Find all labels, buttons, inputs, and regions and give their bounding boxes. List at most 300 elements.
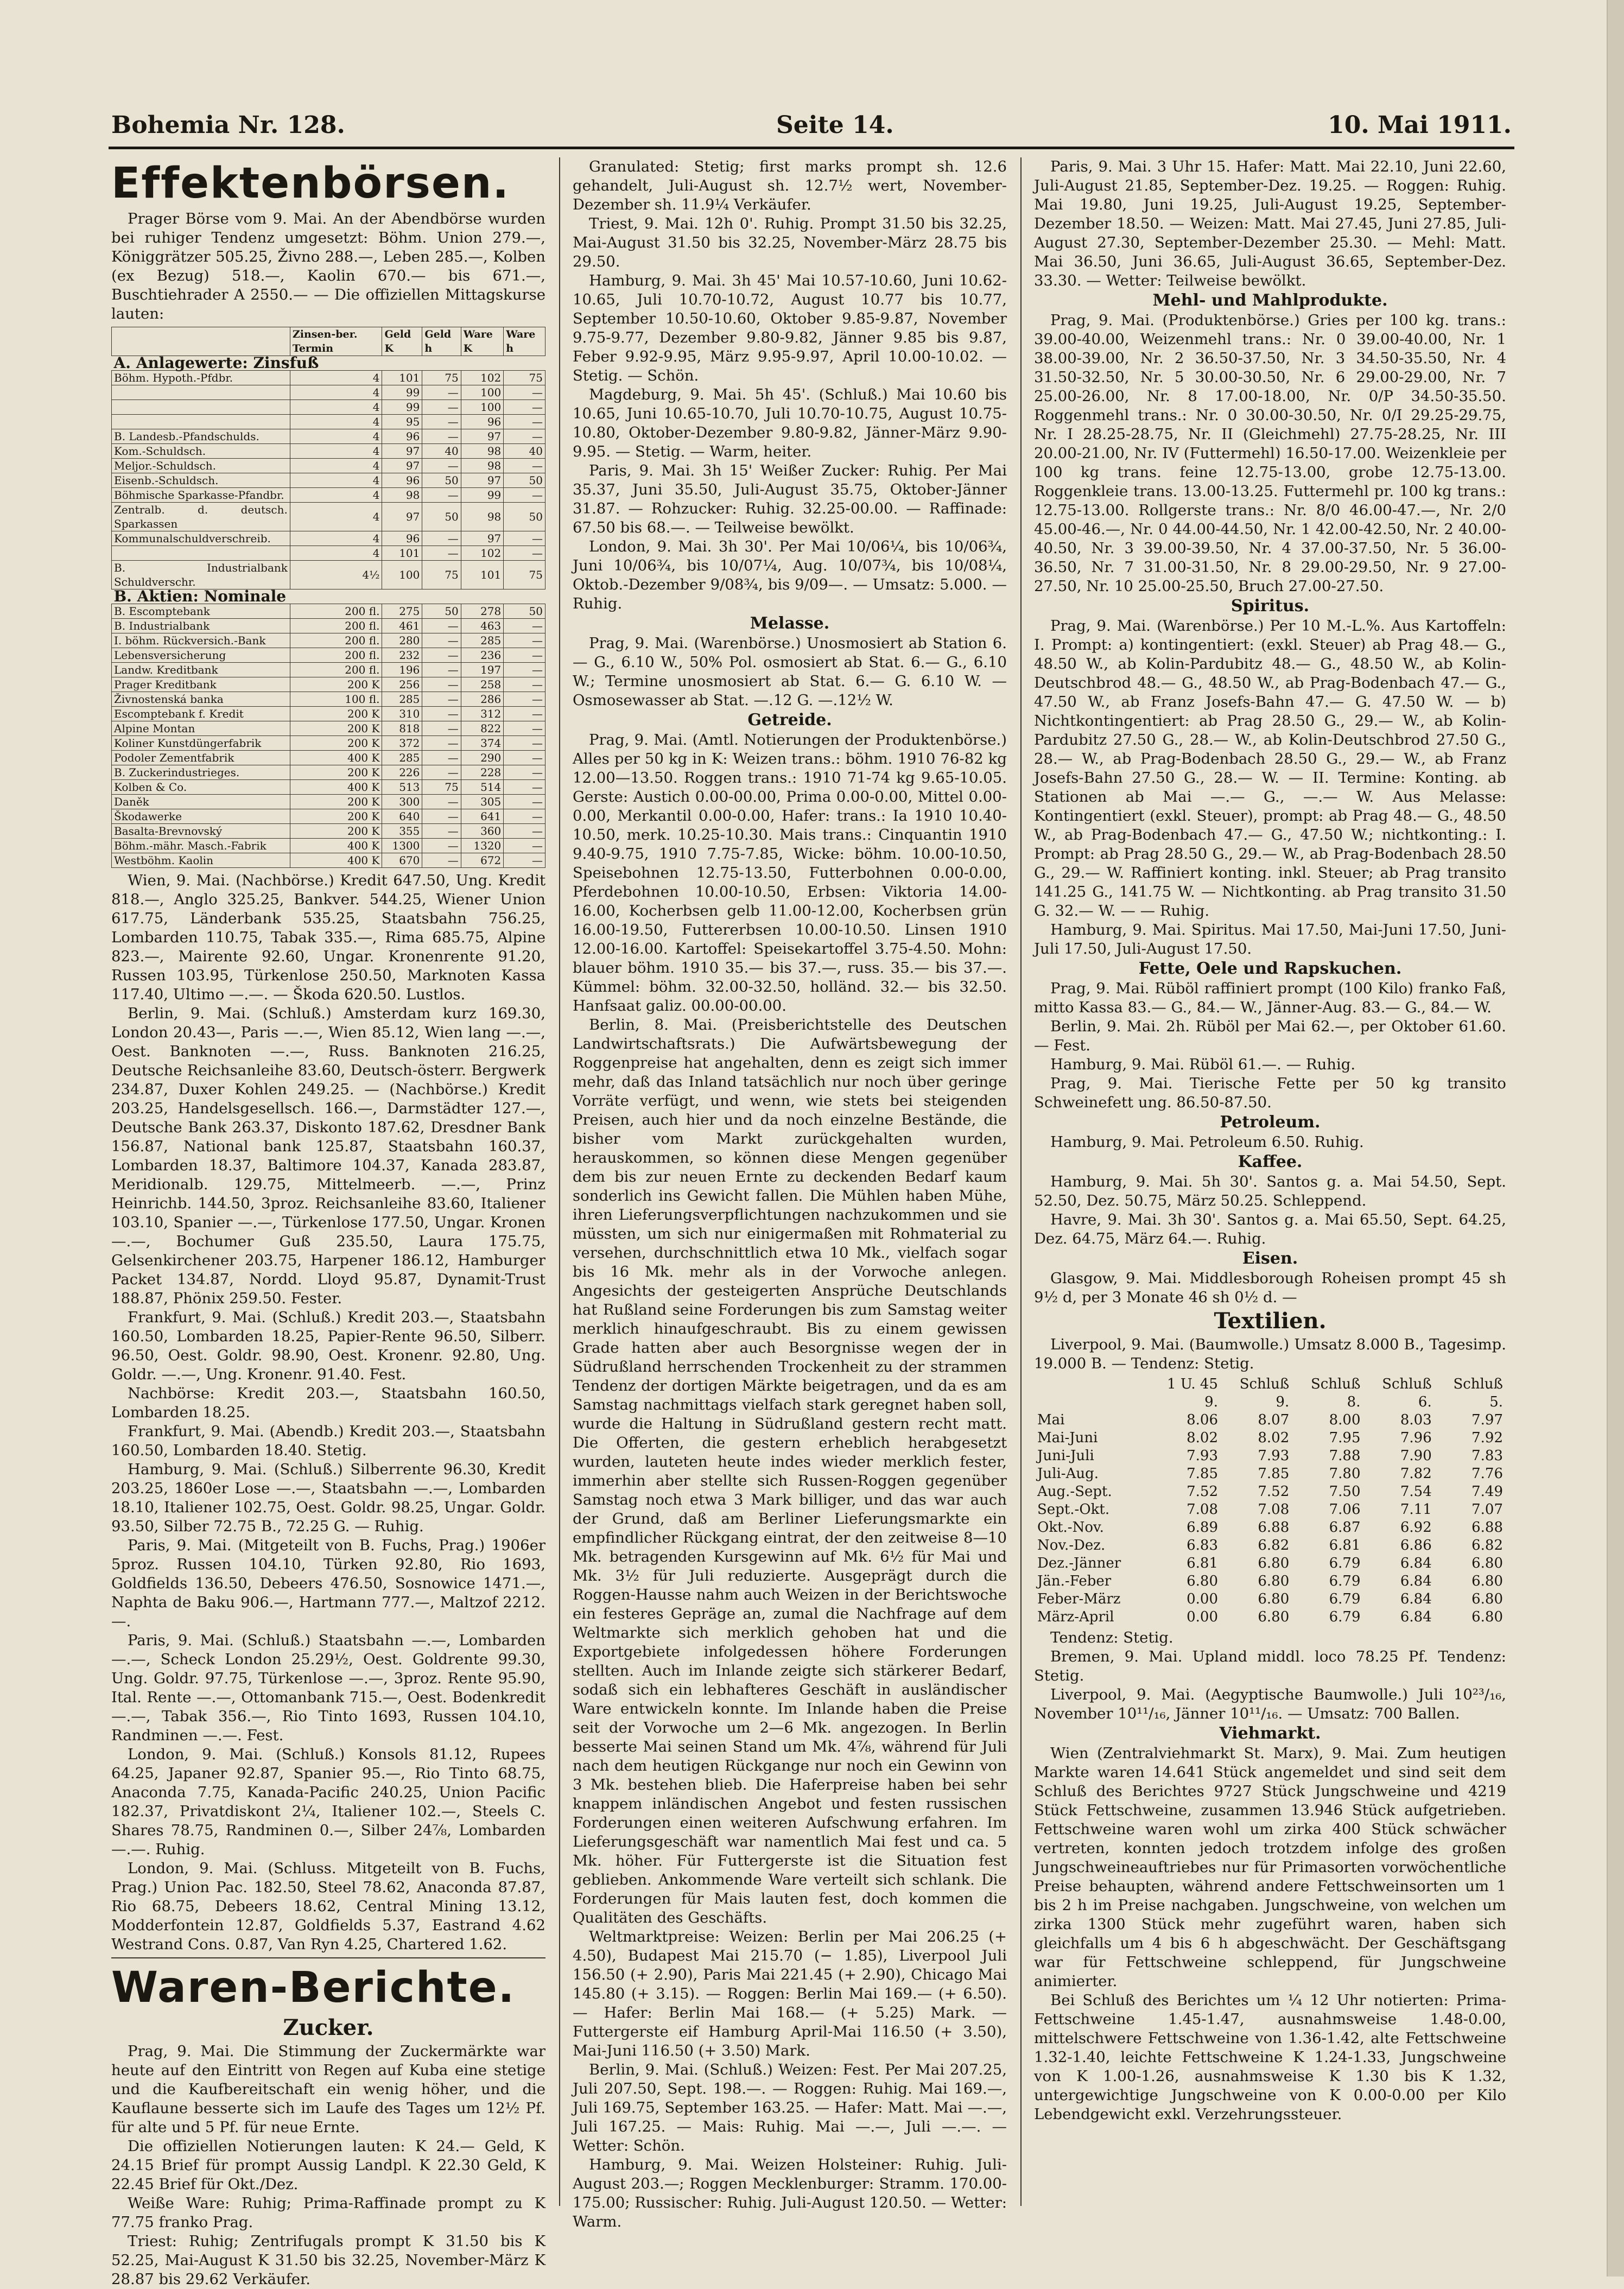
rate-cell: —: [504, 619, 545, 633]
table-row: [112, 604, 545, 619]
rate-cell: 200 K: [290, 736, 382, 751]
table-row: [112, 839, 545, 853]
price-cell: 6.80: [1258, 1609, 1290, 1625]
subsection-title: Viehmarkt.: [1219, 1724, 1321, 1743]
rate-cell: 200 K: [290, 824, 382, 839]
price-cell: 8.02: [1258, 1430, 1290, 1446]
security-name: B. Zuckerindustrieges.: [112, 765, 290, 780]
price-cell: 0.00: [1187, 1591, 1218, 1607]
rate-cell: 102: [461, 546, 503, 561]
rate-cell: 818: [382, 721, 422, 736]
table-header: Ware K: [461, 327, 503, 356]
rate-cell: 50: [504, 503, 545, 531]
table-row: [112, 444, 545, 459]
article-paragraph: Berlin, 9. Mai. (Schluß.) Amsterdam kurz 169.30, London 20.43—, Paris —.—, Wien 85.12, Wien lang —.—, Oest. Banknoten —.—, Russ. Banknoten 216.25, Deutsche Reichsanleihe 83.60, Deutsch-österr. Bergwerk 234.87, Duxer Kohlen 249.25. — (Nachbörse.) Kredit 203.25, Handelsgesellsch. 166.—, Darmstädter 127.—, Deutsche Bank 263.37, Diskonto 187.62, Dresdner Bank 156.87, National bank 125.87, Staatsbahn 160.37, Lombarden 18.37, Baltimore 104.37, Kanada 283.87, Meridionalb. 129.75, Mittelmeerb. —.—, Prinz Heinrichb. 144.50, 3proz. Reichsanleihe 83.60, Italiener 103.10, Spanier —.—, Türkenlose 177.50, Ungar. Kronen —.—, Bochumer Guß 235.50, Laura 175.75, Gelsenkirchener 203.75, Harpener 186.12, Hamburger Packet 134.87, Nordd. Lloyd 95.87, Dynamit-Trust 188.87, Phönix 259.50. Fester.: [111, 1005, 545, 1307]
table-row: [112, 721, 545, 736]
price-cell: 7.08: [1187, 1501, 1218, 1518]
article-paragraph: Weltmarktpreise: Weizen: Berlin per Mai 206.25 (+ 4.50), Budapest Mai 215.70 (− 1.85), Liverpool Juli 156.50 (+ 2.90), Paris Mai 221.45 (+ 2.90), Chicago Mai 145.80 (+ 3.15). — Roggen: Berlin Mai 169.— (+ 6.50). — Hafer: Berlin Mai 168.— (+ 5.25) Mark. — Futtergerste eif Hamburg April-Mai 116.50 (+ 3.50), Mai-Juni 116.50 (+ 3.50) Mark.: [573, 1928, 1007, 2059]
rate-cell: 400 K: [290, 839, 382, 853]
rate-cell: 355: [382, 824, 422, 839]
price-cell: 6.80: [1258, 1555, 1290, 1571]
rate-cell: 461: [382, 619, 422, 633]
price-cell: 8.07: [1258, 1412, 1290, 1428]
price-cell: 7.97: [1471, 1412, 1503, 1428]
security-name: Lebensversicherung: [112, 648, 290, 663]
rate-cell: 640: [382, 809, 422, 824]
rate-cell: —: [504, 839, 545, 853]
security-name: Eisenb.-Schuldsch.: [112, 473, 290, 488]
rate-cell: 97: [382, 459, 422, 473]
rate-cell: 514: [461, 780, 503, 795]
rate-cell: 232: [382, 648, 422, 663]
price-cell: 6.88: [1258, 1519, 1290, 1536]
security-name: Alpine Montan: [112, 721, 290, 736]
price-cell: 6.79: [1329, 1555, 1361, 1571]
price-cell: 6.84: [1400, 1573, 1432, 1589]
price-cell: 8.: [1347, 1394, 1361, 1410]
price-cell: Schluß: [1310, 1376, 1361, 1392]
rate-cell: 285: [382, 751, 422, 765]
price-cell: 6.80: [1258, 1591, 1290, 1607]
rate-cell: 95: [382, 415, 422, 429]
article-paragraph: Berlin, 9. Mai. 2h. Rüböl per Mai 62.—, per Oktober 61.60. — Fest.: [1034, 1018, 1506, 1054]
rate-cell: 4: [290, 415, 382, 429]
rate-cell: —: [504, 795, 545, 809]
rate-cell: 400 K: [290, 853, 382, 868]
article-paragraph: Hamburg, 9. Mai. 5h 30'. Santos g. a. Mai 54.50, Sept. 52.50, Dez. 50.75, März 50.25. Schleppend.: [1034, 1173, 1506, 1209]
security-name: [112, 385, 290, 400]
rate-cell: —: [504, 692, 545, 707]
month-label: [1034, 1375, 1149, 1393]
price-cell: 7.08: [1258, 1501, 1290, 1518]
price-cell: 7.52: [1258, 1483, 1290, 1500]
rate-cell: —: [504, 488, 545, 503]
article-paragraph: Tendenz: Stetig.: [1050, 1629, 1173, 1646]
security-name: B. Landesb.-Pfandschulds.: [112, 429, 290, 444]
table-header: Geld K: [382, 327, 422, 356]
subsection-title: Spiritus.: [1230, 597, 1310, 616]
rate-cell: 4: [290, 444, 382, 459]
rate-cell: 98: [461, 444, 503, 459]
table-row: [112, 531, 545, 546]
column-rule: [559, 157, 560, 2206]
security-name: [112, 415, 290, 429]
table-row: [112, 561, 545, 589]
price-cell: 7.54: [1400, 1483, 1432, 1500]
table-section-label: A. Anlagewerte: Zinsfuß: [112, 356, 545, 371]
rate-cell: 360: [461, 824, 503, 839]
table-row: [112, 648, 545, 663]
rate-cell: 372: [382, 736, 422, 751]
price-cell: 6.89: [1187, 1519, 1218, 1536]
rate-cell: 256: [382, 677, 422, 692]
table-section-row: [112, 356, 545, 371]
price-cell: Schluß: [1382, 1376, 1432, 1392]
header-center: Seite 14.: [776, 111, 894, 139]
price-cell: 6.80: [1471, 1591, 1503, 1607]
rate-cell: 50: [504, 473, 545, 488]
price-cell: 7.96: [1400, 1430, 1432, 1446]
article-paragraph: Paris, 9. Mai. (Mitgeteilt von B. Fuchs, Prag.) 1906er 5proz. Russen 104.10, Türken 92.80, Rio 1693, Goldfields 136.50, Debeers 476.50, Sosnowice 1471.—, Naphta de Baku 906.—, Hartmann 777.—, Maltzof 2212.—.: [111, 1537, 545, 1630]
page-edge: [1607, 0, 1624, 2277]
table-row: [112, 473, 545, 488]
article-paragraph: Triest, 9. Mai. 12h 0'. Ruhig. Prompt 31.50 bis 32.25, Mai-August 31.50 bis 32.25, November-März 28.75 bis 29.50.: [573, 215, 1007, 270]
table-row: [112, 663, 545, 677]
article-paragraph: Frankfurt, 9. Mai. (Schluß.) Kredit 203.—, Staatsbahn 160.50, Lombarden 18.25, Papier-Rente 96.50, Silberr. 96.50, Oest. Goldr. 98.90, Oest. Kronenr. 92.80, Ung. Goldr. —.—, Ung. Kronenr. 91.40. Fest.: [111, 1309, 545, 1383]
table-row: [112, 459, 545, 473]
article-paragraph: Paris, 9. Mai. 3h 15' Weißer Zucker: Ruhig. Per Mai 35.37, Juni 35.50, Juli-August 35.75, Oktober-Jänner 31.87. — Rohzucker: Ruhig. 32.25-00.00. — Raffinade: 67.50 bis 68.—. — Teilweise bewölkt.: [573, 462, 1007, 536]
month-label: Jän.-Feber: [1037, 1573, 1112, 1589]
rate-cell: 101: [382, 546, 422, 561]
article-paragraph: Wien, 9. Mai. (Nachbörse.) Kredit 647.50, Ung. Kredit 818.—, Anglo 325.25, Bankver. 544.25, Wiener Union 617.75, Länderbank 535.25, Staatsbahn 756.25, Lombarden 110.75, Tabak 335.—, Rima 685.75, Alpine 823.—, Mairente 92.60, Ungar. Kronenrente 91.20, Russen 103.95, Türkenlose 250.50, Marknoten Kassa 117.40, Ultimo —.—. — Škoda 620.50. Lustlos.: [111, 872, 545, 1003]
rate-cell: 374: [461, 736, 503, 751]
price-cell: 7.93: [1187, 1448, 1218, 1464]
rate-cell: 275: [382, 604, 422, 619]
rate-cell: —: [504, 721, 545, 736]
price-cell: 6.83: [1187, 1537, 1218, 1554]
rate-cell: 200 fl.: [290, 604, 382, 619]
rate-cell: 4: [290, 488, 382, 503]
security-name: [112, 400, 290, 415]
table-row: [1034, 1519, 1506, 1537]
price-cell: 7.11: [1400, 1501, 1432, 1518]
subsection-title: Kaffee.: [1238, 1152, 1303, 1171]
table-row: [1034, 1537, 1506, 1555]
price-cell: 6.92: [1400, 1519, 1432, 1536]
security-name: Basalta-Brevnovský: [112, 824, 290, 839]
month-label: Juni-Juli: [1037, 1448, 1094, 1464]
header-left: Bohemia Nr. 128.: [111, 111, 345, 139]
rate-cell: 99: [382, 400, 422, 415]
rate-cell: 40: [504, 444, 545, 459]
rate-cell: 100: [382, 561, 422, 589]
article-paragraph: Hamburg, 9. Mai. Weizen Holsteiner: Ruhig. Juli-August 203.—; Roggen Mecklenburger: Stramm. 170.00-175.00; Russischer: Ruhig. Juli-August 120.50. — Wetter: Warm.: [573, 2156, 1007, 2230]
rate-cell: 310: [382, 707, 422, 721]
subsection-title: Zucker.: [283, 2015, 374, 2040]
price-cell: 8.03: [1400, 1412, 1432, 1428]
rate-cell: —: [422, 400, 461, 415]
month-label: Okt.-Nov.: [1037, 1519, 1104, 1536]
subsection-title: Mehl- und Mahlprodukte.: [1152, 291, 1388, 310]
price-cell: 6.81: [1329, 1537, 1361, 1554]
rate-cell: —: [504, 765, 545, 780]
rate-cell: —: [504, 736, 545, 751]
rate-cell: 97: [382, 503, 422, 531]
price-cell: 7.83: [1471, 1448, 1503, 1464]
rate-cell: 200 fl.: [290, 619, 382, 633]
rate-cell: —: [422, 633, 461, 648]
article-paragraph: Prag, 9. Mai. (Warenbörse.) Per 10 M.-L.%. Aus Kartoffeln: I. Prompt: a) kontingentiert: (exkl. Steuer) ab Prag 48.— G., 48.50 W., ab Kolin-Pardubitz 48.— G., 48.50 W., ab Kolin-Deutschbrod 48.— G., 48.50 W., ab Prag-Bodenbach 47.— G., 47.50 W., ab Franz Josefs-Bahn 47.— G. 47.50 W. — b) Nichtkontingentiert: ab Prag 28.50 G., 29.— W., ab Kolin-Pardubitz 27.50 G., 28.— W., ab Kolin-Deutschbrod 27.50 G., 28.— W., ab Prag-Bodenbach 28.50 G., 29.— W., ab Franz Josefs-Bahn 27.50 G., 28.— W. — II. Termine: Konting. ab Stationen ab Mai —.— G., —.— W. Aus Melasse: Kontingentiert (exkl. Steuer), prompt: ab Prag 48.— G., 48.50 W., ab Prag-Bodenbach 47.— G., 47.50 W.; nichtkonting.: I. Prompt: ab Prag 28.50 G., 29.— W., ab Prag-Bodenbach 28.50 G., 29.— W. Raffiniert konting. inkl. Steuer; ab Prag transito 141.25 G., 141.75 W. — Nichtkonting. ab Prag transito 31.50 G. 32.— W. — — Ruhig.: [1034, 617, 1506, 920]
rate-cell: —: [422, 415, 461, 429]
rate-cell: 200 fl.: [290, 648, 382, 663]
article-paragraph: Berlin, 8. Mai. (Preisberichtstelle des Deutschen Landwirtschaftsrats.) Die Aufwärtsbewegung der Roggenpreise hat angehalten, denn es zeigt sich immer mehr, daß das Inland tatsächlich nur noch über geringe Vorräte verfügt, und wenn, wie stets bei steigenden Preisen, auch hier und da noch einzelne Bestände, die bisher vom Markt zurückgehalten wurden, herauskommen, so können diese Mengen gegenüber dem bis zur neuen Ernte zu deckenden Bedarf kaum sonderlich ins Gewicht fallen. Die Mühlen haben Mühe, ihren Lieferungsverpflichtungen nachzukommen und sie müssten, um sich nur einigermaßen mit Rohmaterial zu versehen, durchschnittlich etwa 10 Mk., vielfach sogar bis 16 Mk. mehr als in der Vorwoche anlegen. Angesichts der gesteigerten Ansprüche Deutschlands hat Rußland seine Forderungen bis zum Samstag weiter merklich hinaufgeschraubt. Bis zu einem gewissen Grade hatten aber auch Besorgnisse wegen der in Südrußland herrschenden Trockenheit zu der strammen Tendenz der dortigen Märkte beigetragen, und da es am Samstag nachmittags vielfach stark geregnet haben soll, wurde die Haltung in Südrußland gestern recht matt. Die Offerten, die gestern erheblich herabgesetzt wurden, lauteten heute indes wieder merklich fester, immerhin aber stellte sich Russen-Roggen gegenüber Samstag noch etwa 3 Mark billiger, und das war auch der Grund, daß am Berliner Lieferungsmarkte ein empfindlicher Rückgang eintrat, der den zeitweise 8—10 Mk. betragenden Kursgewinn auf Mk. 6½ für Mai und Mk. 3½ für Juli reduzierte. Ausgeprägt durch die Roggen-Hausse nahm auch Weizen in der Berichtswoche ein festeres Gepräge an, zumal die Nachfrage auf dem Weltmarkte sich merklich gehoben hat und die Exportgebiete infolgedessen höhere Forderungen stellten. Auch im Inlande zeigte sich stärkerer Bedarf, sodaß sich ein lebhafteres Geschäft in ausländischer Ware entwickeln konnte. Im Inlande haben die Preise seit der Vorwoche um 2—6 Mk. angezogen. In Berlin besserte Mai seinen Stand um Mk. 4⅞, während für Juli nach dem heutigen Rückgange nur noch ein Gewinn von 3 Mk. bestehen blieb. Die Haferpreise haben bei sehr knappem inländischen Angebot und festen russischen Forderungen einen weiteren Aufschwung erfahren. Im Lieferungsgeschäft war namentlich Mai fest und ca. 5 Mk. höher. Für Futtergerste ist die Situation fest geblieben. Ankommende Ware verteilt sich schlank. Die Forderungen für Mais lauten fest, doch kommen die Qualitäten des Geschäfts.: [573, 1016, 1007, 1926]
table-row: [112, 429, 545, 444]
rate-cell: 278: [461, 604, 503, 619]
rate-cell: 200 K: [290, 677, 382, 692]
price-cell: 7.06: [1329, 1501, 1361, 1518]
price-cell: 7.07: [1471, 1501, 1503, 1518]
rate-cell: —: [504, 385, 545, 400]
article-paragraph: Prag, 9. Mai. Tierische Fette per 50 kg transito Schweinefett ung. 86.50-87.50.: [1034, 1075, 1506, 1111]
rate-cell: —: [504, 648, 545, 663]
price-cell: 7.95: [1329, 1430, 1361, 1446]
article-paragraph: Havre, 9. Mai. 3h 30'. Santos g. a. Mai 65.50, Sept. 64.25, Dez. 64.75, März 64.—. Ruhig.: [1034, 1211, 1506, 1247]
table-row: [112, 707, 545, 721]
table-row: [1034, 1608, 1506, 1626]
security-name: Meljor.-Schuldsch.: [112, 459, 290, 473]
price-cell: 6.86: [1400, 1537, 1432, 1554]
price-cell: 8.02: [1187, 1430, 1218, 1446]
rate-cell: —: [422, 824, 461, 839]
table-row: [1034, 1411, 1506, 1429]
rate-cell: —: [422, 707, 461, 721]
price-cell: 1 U. 45: [1167, 1376, 1218, 1392]
rate-cell: 1300: [382, 839, 422, 853]
table-header-spacer: [112, 327, 290, 356]
table-row: [1034, 1573, 1506, 1590]
table-row: [112, 692, 545, 707]
article-paragraph: Prag, 9. Mai. Die Stimmung der Zuckermärkte war heute auf den Eintritt von Regen auf Kuba eine stetige und die Kaufbereitschaft ein wenig höher, und die Kauflaune besserte sich im Laufe des Tages um 12½ Pf. für alte und 5 Pf. für neue Ernte.: [111, 2043, 545, 2136]
price-cell: 6.84: [1400, 1591, 1432, 1607]
rate-cell: —: [504, 531, 545, 546]
table-header: Geld h: [422, 327, 461, 356]
table-row: [112, 853, 545, 868]
rate-cell: 4: [290, 429, 382, 444]
article-paragraph: Prag, 9. Mai. (Warenbörse.) Unosmosiert ab Station 6.— G., 6.10 W., 50% Pol. osmosiert ab Stat. 6.— G., 6.10 W.; Termine unosmosiert ab Stat. 6.— G. 6.10 W. — Osmosewasser ab Stat. —.12 G. —.12½ W.: [573, 635, 1007, 709]
table-row: [112, 488, 545, 503]
rate-cell: —: [422, 809, 461, 824]
rate-cell: 96: [461, 415, 503, 429]
rate-cell: 97: [461, 429, 503, 444]
rate-cell: —: [504, 663, 545, 677]
rate-cell: 228: [461, 765, 503, 780]
rate-cell: —: [504, 677, 545, 692]
table-row: [1034, 1393, 1506, 1411]
cotton-table: [1034, 1375, 1506, 1626]
article-paragraph: Glasgow, 9. Mai. Middlesborough Roheisen prompt 45 sh 9½ d, per 3 Monate 46 sh 0½ d. —: [1034, 1270, 1506, 1306]
table-row: [112, 736, 545, 751]
rate-cell: 75: [422, 371, 461, 385]
rate-cell: —: [422, 721, 461, 736]
rate-cell: 4: [290, 473, 382, 488]
article-paragraph: London, 9. Mai. (Schluß.) Konsols 81.12, Rupees 64.25, Japaner 92.87, Spanier 95.—, Rio Tinto 68.75, Anaconda 7.75, Kanada-Pacific 240.25, Union Pacific 182.37, Privatdiskont 2¼, Italiener 102.—, Steels C. Shares 78.75, Randminen 0.—, Silber 24⅞, Lombarden —.—. Ruhig.: [111, 1746, 545, 1858]
header-right: 10. Mai 1911.: [1328, 111, 1512, 139]
section-rule: [111, 1957, 545, 1958]
article-paragraph: Prager Börse vom 9. Mai. An der Abendbörse wurden bei ruhiger Tendenz umgesetzt: Böhm. Union 279.—, Königgrätzer 505.25, Živno 288.—, Leben 285.—, Kolben (ex Bezug) 518.—, Kaolin 670.— bis 671.—, Buschtiehrader A 2550.— — Die offiziellen Mittagskurse lauten:: [111, 210, 545, 322]
rate-cell: 300: [382, 795, 422, 809]
rate-cell: 463: [461, 619, 503, 633]
table-row: [112, 824, 545, 839]
price-cell: 7.52: [1187, 1483, 1218, 1500]
price-cell: 7.76: [1471, 1466, 1503, 1482]
price-cell: 6.79: [1329, 1609, 1361, 1625]
table-section-row: [112, 589, 545, 604]
rate-cell: —: [422, 546, 461, 561]
table-row: [112, 809, 545, 824]
article-paragraph: London, 9. Mai. (Schluss. Mitgeteilt von B. Fuchs, Prag.) Union Pac. 182.50, Steel 78.62, Anaconda 87.87, Rio 68.75, Debeers 18.62, Central Mining 13.12, Modderfontein 12.87, Goldfields 5.37, Eastrand 4.62 Westrand Cons. 0.87, Van Ryn 4.25, Chartered 1.62.: [111, 1860, 545, 1953]
table-row: [112, 765, 545, 780]
rate-cell: 200 K: [290, 721, 382, 736]
article-paragraph: Hamburg, 9. Mai. Petroleum 6.50. Ruhig.: [1050, 1133, 1364, 1151]
rate-cell: 513: [382, 780, 422, 795]
subsection-title: Petroleum.: [1220, 1113, 1321, 1132]
security-name: Böhmische Sparkasse-Pfandbr.: [112, 488, 290, 503]
security-name: B. Escomptebank: [112, 604, 290, 619]
month-label: Feber-März: [1037, 1591, 1121, 1607]
rate-cell: —: [422, 795, 461, 809]
month-label: [1034, 1393, 1149, 1411]
rate-cell: —: [504, 707, 545, 721]
security-name: Landw. Kreditbank: [112, 663, 290, 677]
table-row: [112, 677, 545, 692]
subsection-title: Eisen.: [1242, 1249, 1298, 1268]
rate-cell: 97: [461, 531, 503, 546]
rate-cell: 226: [382, 765, 422, 780]
security-name: B. Industrialbank Schuldverschr.: [112, 561, 290, 589]
table-row: [1034, 1501, 1506, 1519]
rate-cell: 400 K: [290, 751, 382, 765]
price-cell: 7.50: [1329, 1483, 1361, 1500]
rate-cell: 75: [504, 561, 545, 589]
rate-cell: —: [504, 809, 545, 824]
rate-cell: —: [422, 429, 461, 444]
month-label: Dez.-Jänner: [1037, 1555, 1121, 1571]
price-cell: 9.: [1276, 1394, 1290, 1410]
article-paragraph: Nachbörse: Kredit 203.—, Staatsbahn 160.50, Lombarden 18.25.: [111, 1385, 545, 1421]
price-cell: 0.00: [1187, 1609, 1218, 1625]
security-name: I. böhm. Rückversich.-Bank: [112, 633, 290, 648]
price-cell: 6.80: [1471, 1555, 1503, 1571]
security-name: Zentralb. d. deutsch. Sparkassen: [112, 503, 290, 531]
security-name: Kommunalschuldverschreib.: [112, 531, 290, 546]
article-paragraph: Wien (Zentralviehmarkt St. Marx), 9. Mai. Zum heutigen Markte waren 14.641 Stück angemeldet und sind seit dem Schluß des Berichtes 9727 Stück Jungschweine und 4219 Stück Fettschweine, zusammen 13.946 Stück aufgetrieben. Fettschweine waren wohl um zirka 400 Stück schwächer vertreten, konnten jedoch trotzdem infolge des großen Jungschweineauftriebes nur für Primasorten vorwöchentliche Preise behaupten, während andere Fettschweinsorten um 1 bis 2 h im Preise nachgaben. Jungschweine, von welchen um zirka 1300 Stück mehr zugeführt waren, haben sich gleichfalls um 4 bis 6 h abgeschwächt. Der Geschäftsgang war für Fettschweine schleppend, für Jungschweine animierter.: [1034, 1745, 1506, 1990]
table-row: [112, 371, 545, 385]
rate-cell: 200 K: [290, 765, 382, 780]
rate-cell: 98: [461, 503, 503, 531]
rate-cell: 99: [461, 488, 503, 503]
rate-cell: 196: [382, 663, 422, 677]
section-title: Textilien.: [1214, 1308, 1327, 1334]
rate-cell: 97: [382, 444, 422, 459]
price-cell: 7.82: [1400, 1466, 1432, 1482]
page-header: [111, 111, 1512, 145]
rate-cell: 670: [382, 853, 422, 868]
rate-cell: 50: [422, 604, 461, 619]
table-header: Ware h: [504, 327, 545, 356]
column-3: [1034, 157, 1506, 2206]
table-row: [1034, 1483, 1506, 1501]
price-cell: 5.: [1489, 1394, 1503, 1410]
table-row: [112, 546, 545, 561]
month-label: Nov.-Dez.: [1037, 1537, 1106, 1554]
price-cell: 6.80: [1471, 1573, 1503, 1589]
price-cell: 6.79: [1329, 1591, 1361, 1607]
rate-cell: —: [504, 546, 545, 561]
table-row: [1034, 1429, 1506, 1447]
table-row: [1034, 1590, 1506, 1608]
rate-cell: 4: [290, 371, 382, 385]
rate-cell: 99: [382, 385, 422, 400]
rate-cell: 258: [461, 677, 503, 692]
price-cell: 8.00: [1329, 1412, 1361, 1428]
price-cell: 6.80: [1258, 1573, 1290, 1589]
rate-cell: 236: [461, 648, 503, 663]
rate-cell: —: [422, 488, 461, 503]
rate-cell: 4: [290, 503, 382, 531]
rate-cell: 672: [461, 853, 503, 868]
table-row: [112, 751, 545, 765]
security-name: Koliner Kunstdüngerfabrik: [112, 736, 290, 751]
article-paragraph: Weiße Ware: Ruhig; Prima-Raffinade prompt zu K 77.75 franko Prag.: [111, 2195, 545, 2231]
rate-cell: —: [422, 736, 461, 751]
table-header: Zinsen-ber. Termin: [290, 327, 382, 356]
rate-cell: 200 K: [290, 809, 382, 824]
price-cell: 9.: [1204, 1394, 1218, 1410]
price-cell: 7.93: [1258, 1448, 1290, 1464]
article-paragraph: Prag, 9. Mai. Rüböl raffiniert prompt (100 Kilo) franko Faß, mitto Kassa 83.— G., 84.— W., Jänner-Aug. 83.— G., 84.— W.: [1034, 980, 1506, 1016]
table-row: [112, 795, 545, 809]
rate-cell: 200 K: [290, 707, 382, 721]
article-paragraph: Hamburg, 9. Mai. Rüböl 61.—. — Ruhig.: [1050, 1056, 1356, 1073]
article-paragraph: Liverpool, 9. Mai. (Baumwolle.) Umsatz 8.000 B., Tagesimp. 19.000 B. — Tendenz: Stetig.: [1034, 1336, 1506, 1372]
security-name: Živnostenská banka: [112, 692, 290, 707]
article-paragraph: Hamburg, 9. Mai. 3h 45' Mai 10.57-10.60, Juni 10.62-10.65, Juli 10.70-10.72, August 10.77 bis 10.77, September 10.50-10.60, Oktober 9.85-9.87, November 9.75-9.77, Dezember 9.80-9.82, Jänner 9.85 bis 9.87, Feber 9.92-9.95, März 9.95-9.97, April 10.00-10.02. — Stetig. — Schön.: [573, 272, 1007, 384]
rate-cell: 75: [422, 780, 461, 795]
rate-cell: 98: [461, 459, 503, 473]
rate-cell: —: [422, 385, 461, 400]
rate-cell: 641: [461, 809, 503, 824]
rate-cell: 40: [422, 444, 461, 459]
price-cell: 7.49: [1471, 1483, 1503, 1500]
rate-cell: 4: [290, 385, 382, 400]
security-name: Prager Kreditbank: [112, 677, 290, 692]
table-section-label: B. Aktien: Nominale: [112, 589, 545, 604]
rate-cell: —: [422, 692, 461, 707]
table-row: [1034, 1555, 1506, 1573]
rate-cell: 101: [461, 561, 503, 589]
rate-cell: 285: [382, 692, 422, 707]
price-cell: 6.81: [1187, 1555, 1218, 1571]
rate-cell: 97: [461, 473, 503, 488]
rate-cell: 4: [290, 400, 382, 415]
rate-cell: 96: [382, 473, 422, 488]
rate-cell: 312: [461, 707, 503, 721]
rate-cell: 290: [461, 751, 503, 765]
rate-cell: —: [422, 853, 461, 868]
price-cell: 7.85: [1258, 1466, 1290, 1482]
rate-cell: —: [504, 751, 545, 765]
security-name: Westböhm. Kaolin: [112, 853, 290, 868]
table-row: [112, 503, 545, 531]
rate-cell: 280: [382, 633, 422, 648]
rate-cell: —: [422, 765, 461, 780]
price-cell: 6.88: [1471, 1519, 1503, 1536]
rate-cell: 50: [422, 473, 461, 488]
rate-cell: 4: [290, 546, 382, 561]
security-name: Böhm.-mähr. Masch.-Fabrik: [112, 839, 290, 853]
price-cell: 7.92: [1471, 1430, 1503, 1446]
rate-cell: 75: [504, 371, 545, 385]
table-row: [112, 385, 545, 400]
rate-cell: 100: [461, 385, 503, 400]
table-row: [112, 415, 545, 429]
column-rule: [1020, 157, 1022, 2206]
section-title: Waren-Berichte.: [111, 1963, 516, 2012]
price-cell: 7.90: [1400, 1448, 1432, 1464]
table-row: [112, 633, 545, 648]
rate-cell: 200 fl.: [290, 633, 382, 648]
rate-cell: —: [504, 853, 545, 868]
